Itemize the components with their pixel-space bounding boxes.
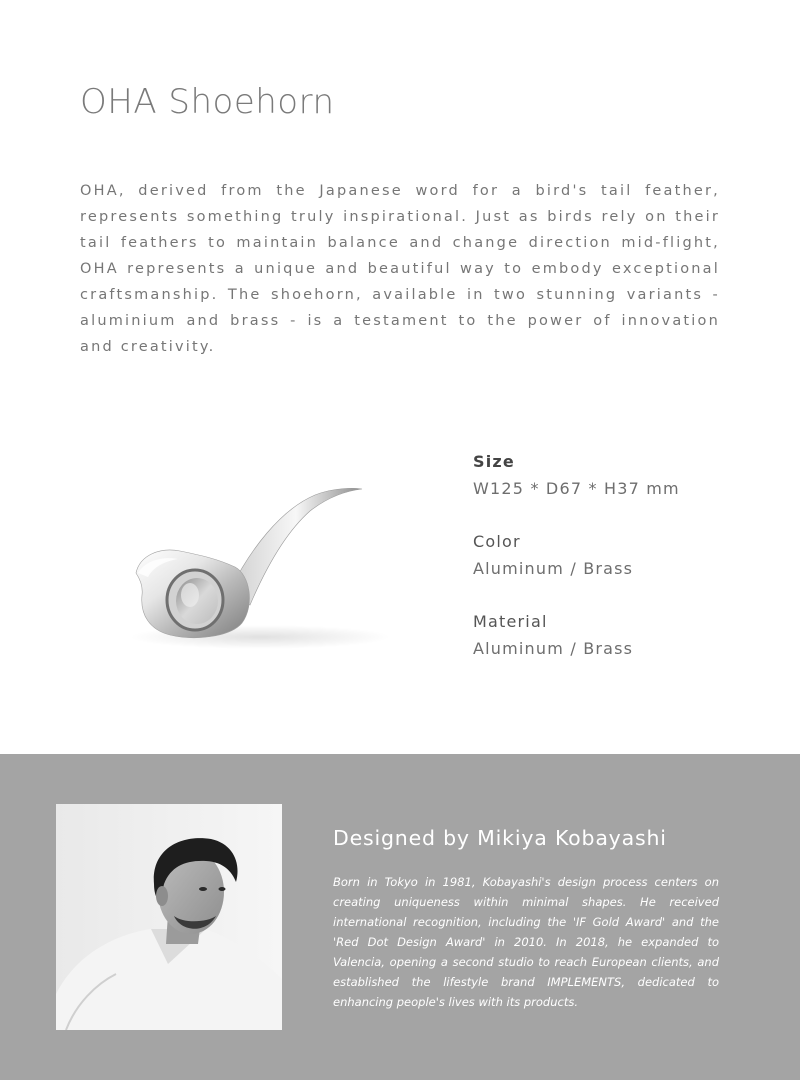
spec-label: Size [473,452,515,471]
designer-portrait [56,804,282,1030]
spec-value: Aluminum / Brass [473,639,634,658]
spec-material [473,608,773,662]
designer-heading: Designed by Mikiya Kobayashi [333,826,667,850]
page-title: OHA Shoehorn [80,82,335,122]
shoehorn-illustration [100,455,400,685]
spec-color [473,528,773,582]
spec-value: Aluminum / Brass [473,559,634,578]
spec-list [473,448,773,688]
spec-size [473,448,773,502]
spec-label: Material [473,612,548,631]
product-image [100,455,400,685]
spec-label: Color [473,532,521,551]
designer-section [0,754,800,1080]
designer-bio: Born in Tokyo in 1981, Kobayashi's design process centers on creating uniqueness within minimal shapes. He received international recognition, including the 'IF Gold Award' and the 'Red Dot Design Award' in 2010. In 2018, he expanded to Valencia, opening a second studio to reach European clients, and established the lifestyle brand IMPLEMENTS, dedicated to enhancing people's lives with its products. [333,875,719,1009]
product-description: OHA, derived from the Japanese word for a bird's tail feather, represents something truly inspirational. Just as birds rely on their tail feathers to maintain balance and change direction mid-flight, OHA represents a unique and beautiful way to embody exceptional craftsmanship. The shoehorn, available in two stunning variants - aluminium and brass - is a testament to the power of innovation and creativity. [80,183,720,355]
spec-value: W125 * D67 * H37 mm [473,479,680,498]
portrait-photo [56,804,282,1030]
